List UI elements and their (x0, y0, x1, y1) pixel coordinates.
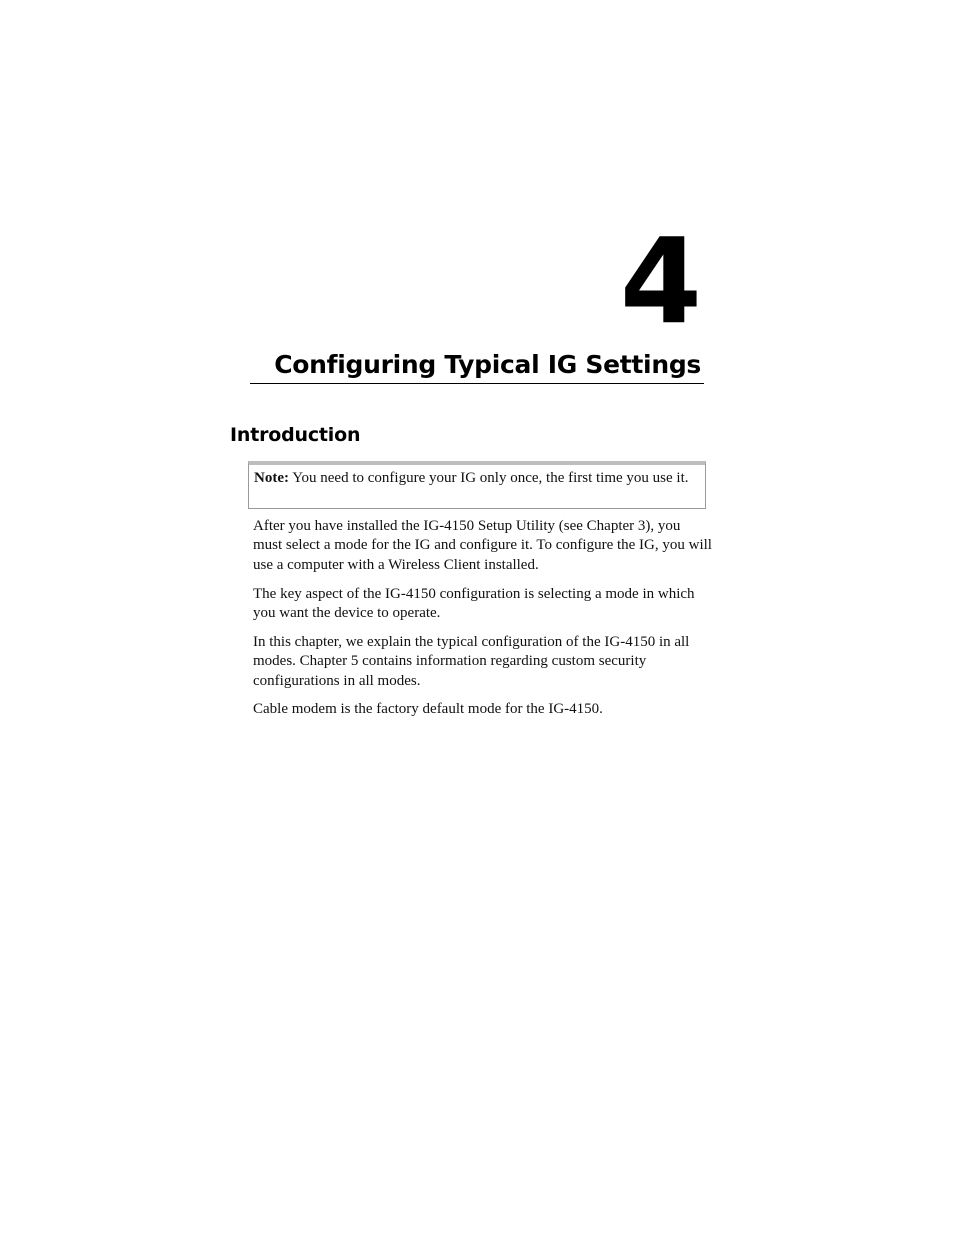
note-label: Note: (254, 470, 289, 486)
note-body: You need to configure your IG only once, the first time you use it. (292, 470, 689, 486)
body-paragraph: The key aspect of the IG-4150 configuration is selecting a mode in which you want the device to operate. (253, 586, 695, 622)
note-text (254, 469, 699, 488)
chapter-title-text: Configuring Typical IG Settings (274, 350, 701, 379)
section-heading: Introduction (230, 424, 361, 446)
note-box (248, 461, 706, 509)
body-paragraph: In this chapter, we explain the typical configuration of the IG-4150 in all modes. Chapter 5 contains information regarding custom security configurations in all modes. (253, 634, 690, 689)
body-paragraph: After you have installed the IG-4150 Setup Utility (see Chapter 3), you must select a mode for the IG and configure it. To configure the IG, you will use a computer with a Wireless Client installed. (253, 518, 712, 573)
chapter-title (250, 348, 704, 384)
chapter-number: 4 (619, 212, 700, 350)
body-paragraph: Cable modem is the factory default mode for the IG-4150. (253, 701, 603, 717)
